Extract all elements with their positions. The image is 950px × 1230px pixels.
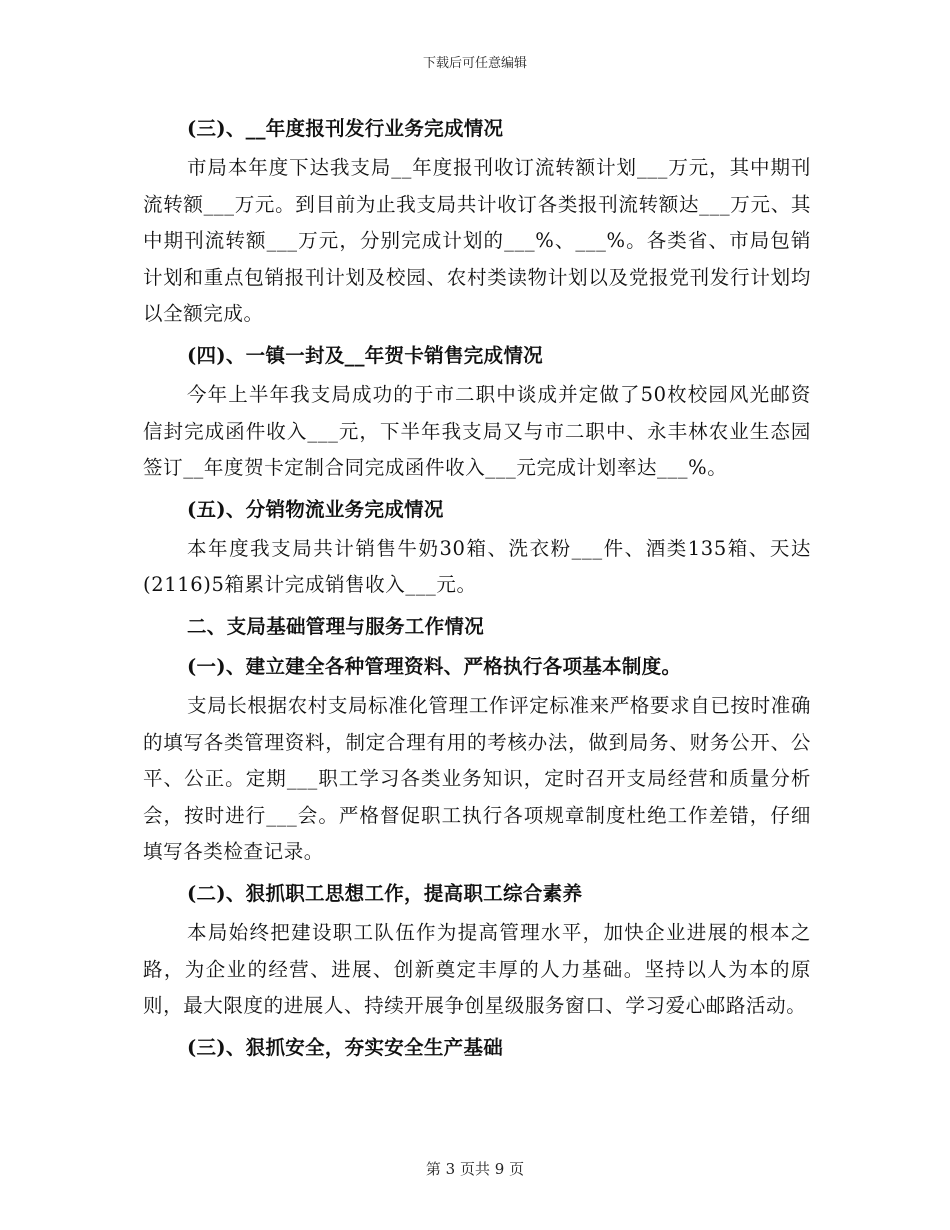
page-footer: 第 3 页共 9 页 xyxy=(425,1160,525,1178)
paragraph: 本局始终把建设职工队伍作为提高管理水平，加快企业进展的根本之路，为企业的经营、进展、创新奠定丰厚的人力基础。坚持以人为本的原则，最大限度的进展人、持续开展争创星级服务窗口、学习爱心邮路活动。 xyxy=(143,920,811,1018)
section-heading: (五)、分销物流业务完成情况 xyxy=(187,497,444,521)
section-heading: (三)、狠抓安全，夯实安全生产基础 xyxy=(187,1035,504,1059)
section-heading: (二)、狠抓职工思想工作，提高职工综合素养 xyxy=(187,881,583,905)
section-heading: 二、支局基础管理与服务工作情况 xyxy=(187,614,485,638)
paragraph: 支局长根据农村支局标准化管理工作评定标准来严格要求自已按时准确的填写各类管理资料，制定合理有用的考核办法，做到局务、财务公开、公平、公正。定期___职工学习各类业务知识，定时召开支局经营和质量分析会，按时进行___会。严格督促职工执行各项规章制度杜绝工作差错，仔细填写各类检查记录。 xyxy=(143,693,811,864)
document-body xyxy=(143,110,811,1069)
paragraph: 本年度我支局共计销售牛奶30箱、洗衣粉___件、酒类135箱、天达(2116)5箱累计完成销售收入___元。 xyxy=(143,536,811,597)
paragraph: 今年上半年我支局成功的于市二职中谈成并定做了50枚校园风光邮资信封完成函件收入___元，下半年我支局又与市二职中、永丰林农业生态园签订__年度贺卡定制合同完成函件收入___元完成计划率达___%。 xyxy=(143,382,811,480)
paragraph: 市局本年度下达我支局__年度报刊收订流转额计划___万元，其中期刊流转额___万元。到目前为止我支局共计收订各类报刊流转额达___万元、其中期刊流转额___万元，分别完成计划的___%、___%。各类省、市局包销计划和重点包销报刊计划及校园、农村类读物计划以及党报党刊发行计划均以全额完成。 xyxy=(143,156,811,326)
section-heading: (三)、__年度报刊发行业务完成情况 xyxy=(187,117,504,140)
section-heading: (四)、一镇一封及__年贺卡销售完成情况 xyxy=(187,343,543,367)
section-heading: (一)、建立建全各种管理资料、严格执行各项基本制度。 xyxy=(187,654,682,678)
page-header: 下载后可任意编辑 xyxy=(422,56,527,71)
